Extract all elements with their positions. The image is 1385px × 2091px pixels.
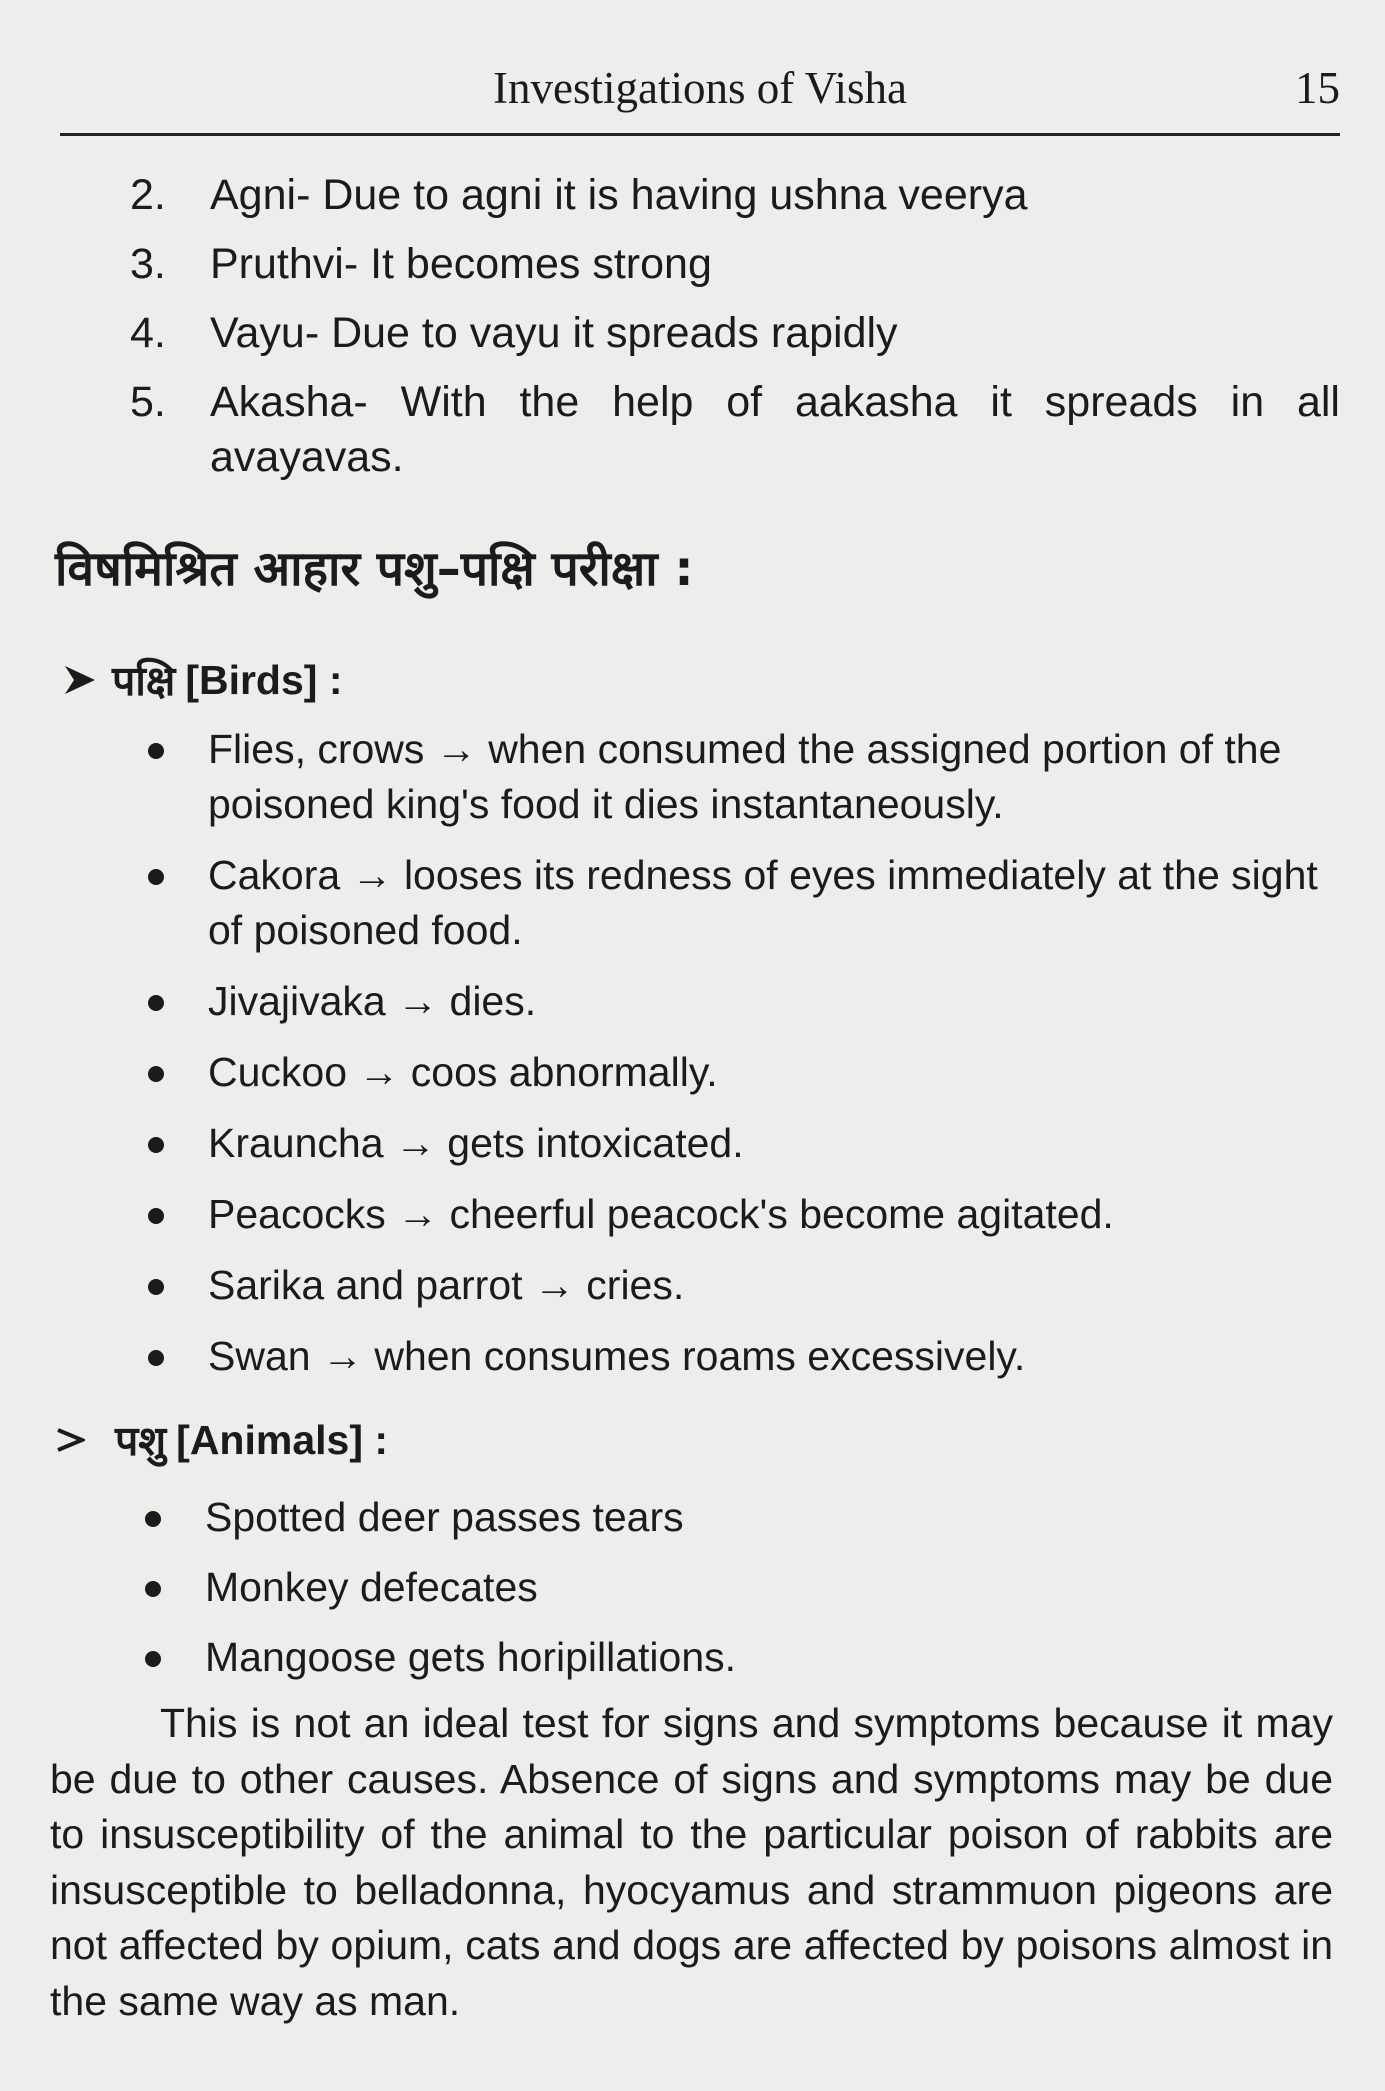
arrowhead-bullet-icon bbox=[55, 1427, 85, 1453]
item-text: Vayu- Due to vayu it spreads rapidly bbox=[210, 309, 898, 357]
bird-item-text: Swan → when consumes roams excessively. bbox=[208, 1333, 1026, 1379]
bullet-dot-icon bbox=[145, 1511, 161, 1527]
arrowhead-bullet-icon bbox=[62, 663, 98, 697]
list-item bbox=[130, 237, 1340, 292]
list-item bbox=[145, 1560, 1333, 1615]
item-number: 3. bbox=[130, 240, 166, 288]
list-item bbox=[148, 974, 1336, 1029]
list-item bbox=[148, 1045, 1336, 1100]
body-paragraph: This is not an ideal test for signs and symptoms because it may be due to other causes. Absence of signs and symptoms may be due to insusceptibility of the animal to the particular poison of rabbits are insusceptible to belladonna, hyocyamus and strammuon pigeons are not affected by opium, cats and dogs are affected by poisons almost in the same way as man. bbox=[50, 1700, 1333, 2024]
bird-item-text: Krauncha → gets intoxicated. bbox=[208, 1120, 744, 1166]
bullet-dot-icon bbox=[148, 1350, 164, 1366]
bird-item-text: Peacocks → cheerful peacock's become agitated. bbox=[208, 1191, 1114, 1237]
item-number: 5. bbox=[130, 378, 166, 426]
bullet-dot-icon bbox=[145, 1651, 161, 1667]
header-title: Investigations of Visha bbox=[493, 63, 907, 113]
item-text: Agni- Due to agni it is having ushna veerya bbox=[210, 171, 1028, 219]
bullet-dot-icon bbox=[145, 1581, 161, 1597]
bullet-dot-icon bbox=[148, 1137, 164, 1153]
bird-item-text: Flies, crows → when consumed the assigned portion of the poisoned king's food it dies instantaneously. bbox=[208, 726, 1282, 827]
item-text: Akasha- With the help of aakasha it spreads in all avayavas. bbox=[210, 378, 1340, 481]
list-item bbox=[148, 848, 1336, 958]
list-item bbox=[148, 722, 1336, 832]
item-text: Pruthvi- It becomes strong bbox=[210, 240, 712, 288]
bullet-dot-icon bbox=[148, 1066, 164, 1082]
birds-subheading bbox=[62, 652, 342, 708]
birds-list bbox=[148, 722, 1336, 1384]
list-item bbox=[145, 1630, 1333, 1685]
bullet-dot-icon bbox=[148, 995, 164, 1011]
bird-item-text: Cuckoo → coos abnormally. bbox=[208, 1049, 718, 1095]
animals-subheading bbox=[55, 1412, 388, 1468]
bullet-dot-icon bbox=[148, 1279, 164, 1295]
list-item bbox=[148, 1258, 1336, 1313]
list-item bbox=[130, 375, 1340, 485]
numbered-list bbox=[130, 168, 1340, 499]
birds-label: [Birds] : bbox=[185, 656, 343, 703]
animal-item-text: Mangoose gets horipillations. bbox=[205, 1634, 737, 1680]
animals-label: [Animals] : bbox=[176, 1416, 389, 1463]
page-number: 15 bbox=[1295, 63, 1340, 113]
list-item bbox=[130, 168, 1340, 223]
bullet-dot-icon bbox=[148, 869, 164, 885]
bullet-dot-icon bbox=[148, 743, 164, 759]
animal-item-text: Spotted deer passes tears bbox=[205, 1494, 684, 1540]
animals-hindi-label: पशु bbox=[115, 1417, 167, 1465]
header-rule bbox=[60, 133, 1340, 136]
item-number: 4. bbox=[130, 309, 166, 357]
running-header bbox=[60, 62, 1340, 122]
animals-list bbox=[145, 1490, 1333, 1685]
bird-item-text: Sarika and parrot → cries. bbox=[208, 1262, 685, 1308]
bird-item-text: Jivajivaka → dies. bbox=[208, 978, 537, 1024]
bird-item-text: Cakora → looses its redness of eyes immediately at the sight of poisoned food. bbox=[208, 852, 1318, 953]
list-item bbox=[148, 1329, 1336, 1384]
birds-hindi-label: पक्षि bbox=[112, 657, 176, 705]
item-number: 2. bbox=[130, 171, 166, 219]
list-item bbox=[130, 306, 1340, 361]
section-heading: विषमिश्रित आहार पशु–पक्षि परीक्षा : bbox=[55, 541, 694, 597]
animal-item-text: Monkey defecates bbox=[205, 1564, 538, 1610]
bullet-dot-icon bbox=[148, 1208, 164, 1224]
list-item bbox=[148, 1116, 1336, 1171]
list-item bbox=[148, 1187, 1336, 1242]
list-item bbox=[145, 1490, 1333, 1545]
